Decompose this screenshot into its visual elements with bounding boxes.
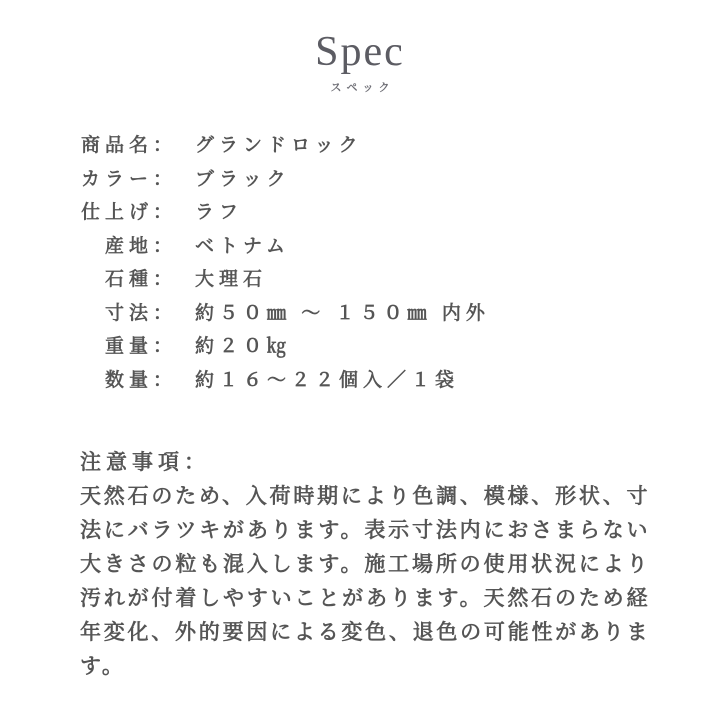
header [0,0,720,95]
spec-label: 石種： [104,269,177,291]
spec-row-finish [80,194,720,228]
spec-row-quantity [80,362,720,396]
spec-label: 寸法： [104,302,177,324]
spec-row-dimensions [80,295,720,329]
notes-section [80,446,650,684]
notes-body: 天然石のため、入荷時期により色調、模様、形状、寸法にバラツキがあります。表示寸法内におさまらない大きさの粒も混入します。施工場所の使用状況により汚れが付着しやすいことがあります。天然石のため経年変化、外的要因による変色、退色の可能性があります。 [80,485,650,678]
spec-value: ベトナム [195,235,291,257]
page-title: Spec [315,29,405,75]
page-subtitle: スペック [330,82,395,94]
spec-label: 商品名： [80,135,177,157]
spec-label: カラー： [80,168,177,190]
spec-row-origin [80,228,720,262]
spec-value: 約５０㎜ ～ １５０㎜ 内外 [195,302,490,324]
spec-row-product-name [80,127,720,161]
notes-heading: 注意事項： [80,451,210,474]
spec-value: グランドロック [195,135,363,157]
spec-label: 重量： [104,336,177,358]
spec-row-weight [80,328,720,362]
spec-value: ブラック [195,168,291,190]
spec-row-stone-type [80,261,720,295]
spec-value: ラフ [195,202,244,224]
spec-value: 約１６～２２個入／１袋 [195,369,460,391]
spec-value: 約２０㎏ [195,336,292,358]
spec-label: 仕上げ： [80,202,177,224]
spec-list [80,127,720,395]
spec-row-color [80,161,720,195]
spec-value: 大理石 [195,269,268,291]
spec-label: 数量： [104,369,177,391]
spec-label: 産地： [104,235,177,257]
